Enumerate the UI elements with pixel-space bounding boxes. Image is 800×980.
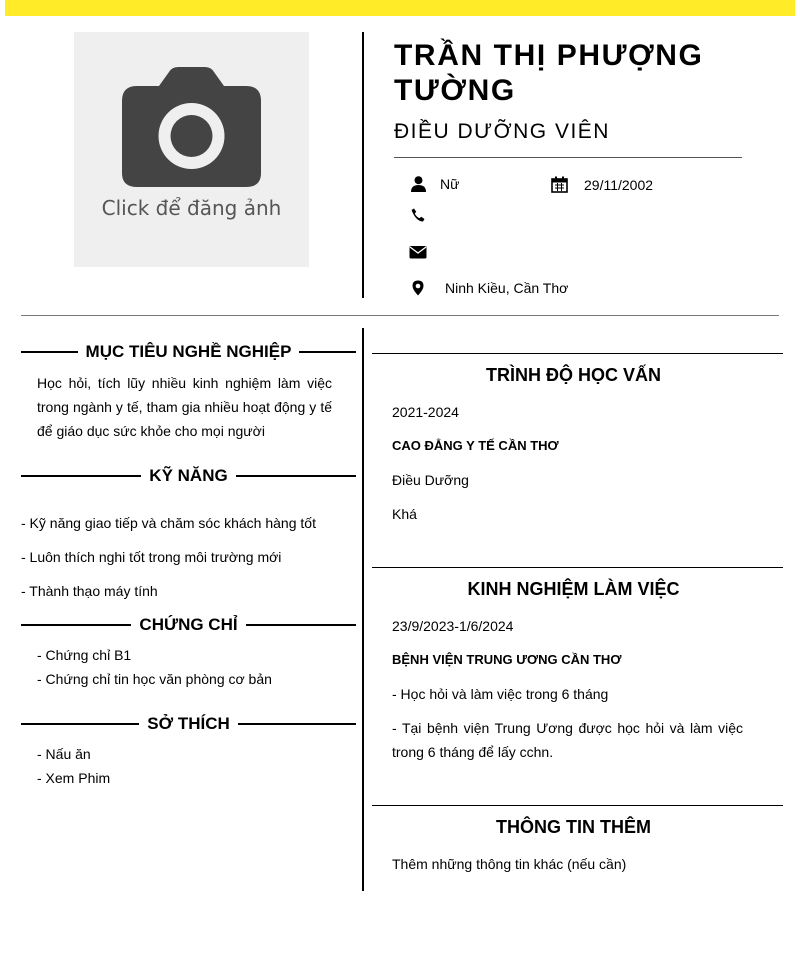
- gender-value: Nữ: [440, 176, 460, 192]
- phone-icon: [408, 208, 428, 222]
- experience-desc-1: - Học hỏi và làm việc trong 6 tháng: [392, 686, 609, 702]
- experience-desc-2: - Tại bệnh viện Trung Ương được học hỏi và làm việc trong 6 tháng để lấy cchn.: [392, 720, 743, 760]
- address-value: Ninh Kiều, Cần Thơ: [445, 280, 569, 296]
- email-row: [408, 245, 440, 259]
- name-underline: [394, 157, 742, 158]
- map-marker-icon: [408, 280, 428, 296]
- experience-company: BỆNH VIỆN TRUNG ƯƠNG CẦN THƠ: [392, 652, 622, 667]
- experience-period: 23/9/2023-1/6/2024: [392, 618, 514, 634]
- extra-text: Thêm những thông tin khác (nếu cần): [392, 856, 627, 872]
- header-divider: [362, 32, 364, 298]
- list-item: - Chứng chỉ B1: [37, 647, 132, 663]
- camera-icon: [121, 66, 262, 188]
- list-item: - Kỹ năng giao tiếp và chăm sóc khách hàng tốt: [21, 515, 316, 531]
- certificates-heading: CHỨNG CHỈ: [21, 615, 356, 635]
- extra-heading: THÔNG TIN THÊM: [496, 817, 651, 837]
- photo-upload-label: Click để đăng ảnh: [101, 196, 282, 220]
- column-divider: [362, 328, 364, 891]
- birthdate-row: [549, 176, 653, 193]
- header-separator: [21, 315, 779, 316]
- address-row: [408, 280, 568, 296]
- accent-bar: [5, 0, 795, 16]
- calendar-icon: [549, 176, 569, 193]
- list-item: - Luôn thích nghi tốt trong môi trường mới: [21, 549, 282, 565]
- envelope-icon: [408, 245, 428, 259]
- user-icon: [408, 176, 428, 192]
- job-title: ĐIỀU DƯỠNG VIÊN: [394, 120, 610, 143]
- full-name: TRẦN THỊ PHƯỢNG TƯỜNG: [394, 39, 704, 107]
- education-school: CAO ĐẲNG Y TẾ CẦN THƠ: [392, 438, 559, 453]
- education-grade: Khá: [392, 506, 417, 522]
- list-item: - Chứng chỉ tin học văn phòng cơ bản: [37, 671, 272, 687]
- experience-rule: [372, 567, 783, 568]
- list-item: - Thành thạo máy tính: [21, 583, 158, 599]
- hobbies-heading: SỞ THÍCH: [21, 714, 356, 734]
- education-rule: [372, 353, 783, 354]
- list-item: - Nấu ăn: [37, 746, 91, 762]
- education-heading: TRÌNH ĐỘ HỌC VẤN: [486, 365, 661, 385]
- education-period: 2021-2024: [392, 404, 459, 420]
- skills-heading: KỸ NĂNG: [21, 466, 356, 486]
- extra-rule: [372, 805, 783, 806]
- phone-row: [408, 208, 440, 222]
- photo-upload[interactable]: [74, 32, 309, 267]
- gender-row: [408, 176, 459, 192]
- birthdate-value: 29/11/2002: [584, 176, 654, 193]
- experience-heading: KINH NGHIỆM LÀM VIỆC: [467, 579, 680, 599]
- objective-heading: MỤC TIÊU NGHỀ NGHIỆP: [21, 342, 356, 362]
- education-major: Điều Dưỡng: [392, 472, 469, 488]
- list-item: - Xem Phim: [37, 770, 111, 786]
- objective-text: Học hỏi, tích lũy nhiều kinh nghiệm làm việc trong ngành y tế, tham gia nhiều hoạt động y tế để giáo dục sức khỏe cho mọi người: [37, 375, 332, 439]
